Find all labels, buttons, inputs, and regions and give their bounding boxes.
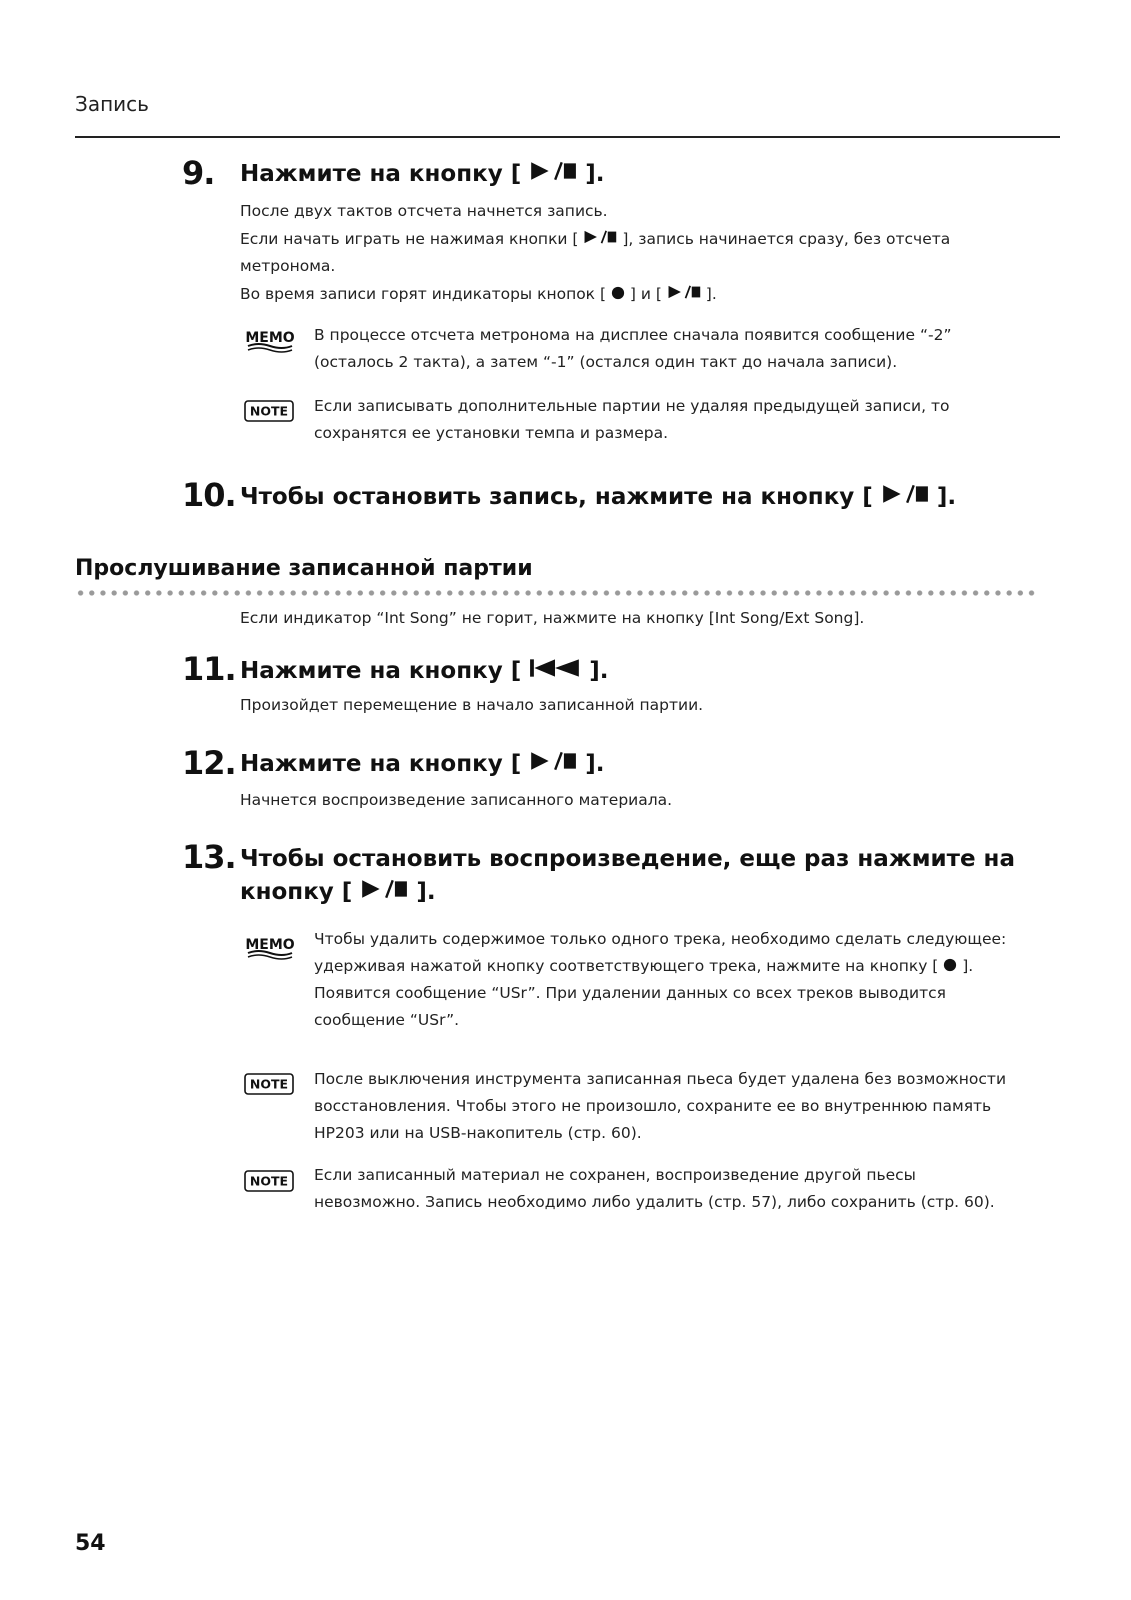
page-number: 54 <box>75 1531 106 1556</box>
step-title-text: Нажмите на кнопку [ <box>240 751 530 777</box>
step-9-text-4 <box>240 281 717 308</box>
step-9-text-2 <box>240 226 950 253</box>
note-2-line-1: После выключения инструмента записанная пьеса будет удалена без возможности <box>314 1070 1007 1088</box>
text-fragment: ] и [ <box>624 285 667 303</box>
note-icon-label: NOTE <box>249 1173 289 1189</box>
step-11-title <box>240 655 609 688</box>
memo-icon-label: MEMO <box>245 330 295 346</box>
note-icon-label: NOTE <box>249 1076 289 1092</box>
note-icon <box>244 400 294 422</box>
memo-2-line-3: Появится сообщение “USr”. При удалении данных со всех треков выводится <box>314 984 946 1002</box>
text-fragment: ], запись начинается сразу, без отсчета <box>617 230 951 248</box>
step-11-text: Произойдет перемещение в начало записанной партии. <box>240 696 704 714</box>
step-12-title <box>240 748 605 781</box>
note-icon-label: NOTE <box>249 403 289 419</box>
note-1-line-2: сохранятся ее установки темпа и размера. <box>314 424 669 442</box>
step-10-number: 10. <box>182 476 236 514</box>
step-13-title-line-1: Чтобы остановить воспроизведение, еще раз нажмите на <box>240 846 1015 872</box>
step-9-text-3: метронома. <box>240 257 336 275</box>
play-stop-icon <box>583 229 617 245</box>
memo-icon-label: MEMO <box>245 937 295 953</box>
text-fragment: удерживая нажатой кнопку соответствующего трека, нажмите на кнопку [ <box>314 957 944 975</box>
step-title-text: ]. <box>928 484 957 510</box>
play-stop-icon <box>529 160 577 182</box>
text-fragment: Если начать играть не нажимая кнопки [ <box>240 230 584 248</box>
note-3-line-2: невозможно. Запись необходимо либо удалить (стр. 57), либо сохранить (стр. 60). <box>314 1193 995 1211</box>
step-title-text: кнопку [ <box>240 879 361 905</box>
play-stop-icon <box>667 284 701 300</box>
section-title: Прослушивание записанной партии <box>75 556 533 581</box>
step-10-title <box>240 481 956 514</box>
step-9-title <box>240 158 605 191</box>
play-stop-icon <box>881 483 929 505</box>
step-title-text: ]. <box>581 658 609 684</box>
play-stop-icon <box>529 750 577 772</box>
note-1-line-1: Если записывать дополнительные партии не удаляя предыдущей записи, то <box>314 397 950 415</box>
step-title-text: ]. <box>577 751 605 777</box>
text-fragment: ]. <box>700 285 717 303</box>
memo-2-line-1: Чтобы удалить содержимое только одного трека, необходимо сделать следующее: <box>314 930 1007 948</box>
note-3-line-1: Если записанный материал не сохранен, воспроизведение другой пьесы <box>314 1166 916 1184</box>
step-9-text-1: После двух тактов отсчета начнется запись. <box>240 202 608 220</box>
step-title-text: ]. <box>408 879 436 905</box>
step-12-text: Начнется воспроизведение записанного материала. <box>240 791 673 809</box>
record-icon <box>611 286 625 300</box>
memo-icon <box>244 934 296 960</box>
text-fragment: ]. <box>957 957 974 975</box>
memo-2-line-2 <box>314 953 973 980</box>
section-dotted-divider <box>75 589 1040 597</box>
step-12-number: 12. <box>182 744 236 782</box>
step-13-title-line-2 <box>240 876 436 909</box>
rewind-to-start-icon <box>529 657 581 679</box>
note-icon <box>244 1073 294 1095</box>
memo-1-line-2: (осталось 2 такта), а затем “-1” (остался один такт до начала записи). <box>314 353 898 371</box>
step-11-number: 11. <box>182 650 236 688</box>
section-intro: Если индикатор “Int Song” не горит, нажмите на кнопку [Int Song/Ext Song]. <box>240 609 865 627</box>
text-fragment: Во время записи горят индикаторы кнопок [ <box>240 285 611 303</box>
step-title-text: Чтобы остановить запись, нажмите на кнопку [ <box>240 484 881 510</box>
running-head: Запись <box>75 92 149 116</box>
note-2-line-3: HP203 или на USB-накопитель (стр. 60). <box>314 1124 642 1142</box>
step-title-text: Нажмите на кнопку [ <box>240 658 530 684</box>
record-icon <box>943 958 957 972</box>
step-9-number: 9. <box>182 154 215 192</box>
step-title-text: ]. <box>577 161 605 187</box>
header-rule <box>75 136 1060 138</box>
memo-2-line-4: сообщение “USr”. <box>314 1011 460 1029</box>
play-stop-icon <box>360 878 408 900</box>
step-13-number: 13. <box>182 838 236 876</box>
note-icon <box>244 1170 294 1192</box>
memo-icon <box>244 327 296 353</box>
note-2-line-2: восстановления. Чтобы этого не произошло, сохраните ее во внутреннюю память <box>314 1097 992 1115</box>
step-title-text: Нажмите на кнопку [ <box>240 161 530 187</box>
memo-1-line-1: В процессе отсчета метронома на дисплее сначала появится сообщение “-2” <box>314 326 952 344</box>
